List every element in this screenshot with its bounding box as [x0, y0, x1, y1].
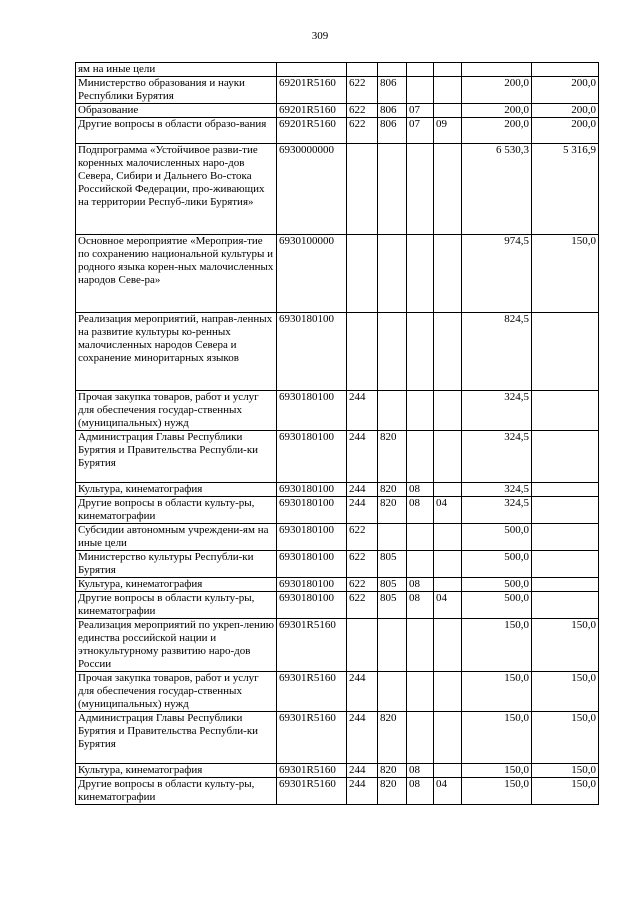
amount-first-year-cell: 974,5	[462, 235, 532, 313]
row-name-cell: Другие вопросы в области культу-ры, кинематографии	[76, 592, 277, 619]
administrator-code-cell	[378, 235, 407, 313]
table-row	[76, 578, 599, 592]
amount-second-year-cell: 200,0	[532, 104, 599, 118]
target-article-cell: 69201R5160	[277, 104, 347, 118]
section-code-cell: 08	[407, 578, 434, 592]
table-row	[76, 391, 599, 431]
section-code-cell: 08	[407, 483, 434, 497]
subsection-code-cell	[434, 483, 462, 497]
target-article-cell: 6930180100	[277, 551, 347, 578]
target-article-cell: 6930180100	[277, 497, 347, 524]
expense-type-cell: 622	[347, 77, 378, 104]
budget-table	[75, 62, 599, 805]
section-code-cell	[407, 619, 434, 672]
section-code-cell	[407, 672, 434, 712]
subsection-code-cell	[434, 391, 462, 431]
amount-first-year-cell: 324,5	[462, 497, 532, 524]
expense-type-cell: 622	[347, 118, 378, 144]
row-name-cell: Другие вопросы в области образо-вания	[76, 118, 277, 144]
administrator-code-cell	[378, 619, 407, 672]
row-name-cell: Субсидии автономным учреждени-ям на иные цели	[76, 524, 277, 551]
amount-second-year-cell: 150,0	[532, 764, 599, 778]
subsection-code-cell: 04	[434, 778, 462, 805]
subsection-code-cell	[434, 619, 462, 672]
target-article-cell: 6930180100	[277, 592, 347, 619]
amount-second-year-cell	[532, 551, 599, 578]
row-name-cell: Министерство культуры Республи-ки Бурятия	[76, 551, 277, 578]
amount-first-year-cell: 500,0	[462, 524, 532, 551]
table-row	[76, 118, 599, 144]
expense-type-cell: 622	[347, 578, 378, 592]
section-code-cell: 07	[407, 118, 434, 144]
expense-type-cell	[347, 313, 378, 391]
target-article-cell: 6930180100	[277, 578, 347, 592]
expense-type-cell: 244	[347, 778, 378, 805]
table-row	[76, 497, 599, 524]
table-row	[76, 592, 599, 619]
amount-second-year-cell	[532, 63, 599, 77]
amount-second-year-cell	[532, 497, 599, 524]
amount-first-year-cell: 150,0	[462, 778, 532, 805]
amount-first-year-cell: 150,0	[462, 672, 532, 712]
subsection-code-cell	[434, 235, 462, 313]
section-code-cell	[407, 144, 434, 235]
administrator-code-cell: 806	[378, 77, 407, 104]
row-name-cell: Основное мероприятие «Мероприя-тие по сохранению национальной культуры и родного языка корен-ных малочисленных народов Севе-ра»	[76, 235, 277, 313]
subsection-code-cell	[434, 578, 462, 592]
row-name-cell: Культура, кинематография	[76, 483, 277, 497]
amount-first-year-cell: 200,0	[462, 118, 532, 144]
expense-type-cell	[347, 63, 378, 77]
amount-second-year-cell: 150,0	[532, 778, 599, 805]
target-article-cell: 69301R5160	[277, 778, 347, 805]
amount-first-year-cell: 824,5	[462, 313, 532, 391]
amount-first-year-cell: 500,0	[462, 578, 532, 592]
table-row	[76, 672, 599, 712]
amount-second-year-cell	[532, 431, 599, 483]
row-name-cell: Другие вопросы в области культу-ры, кинематографии	[76, 778, 277, 805]
table-row	[76, 483, 599, 497]
amount-second-year-cell	[532, 524, 599, 551]
administrator-code-cell: 805	[378, 578, 407, 592]
section-code-cell	[407, 391, 434, 431]
expense-type-cell: 622	[347, 524, 378, 551]
expense-type-cell	[347, 144, 378, 235]
table-row	[76, 235, 599, 313]
section-code-cell: 08	[407, 592, 434, 619]
amount-second-year-cell	[532, 391, 599, 431]
expense-type-cell: 244	[347, 497, 378, 524]
section-code-cell	[407, 712, 434, 764]
section-code-cell	[407, 431, 434, 483]
administrator-code-cell	[378, 391, 407, 431]
table-row	[76, 431, 599, 483]
row-name-cell: Другие вопросы в области культу-ры, кинематографии	[76, 497, 277, 524]
subsection-code-cell	[434, 104, 462, 118]
expense-type-cell: 244	[347, 672, 378, 712]
amount-second-year-cell: 150,0	[532, 672, 599, 712]
amount-first-year-cell: 200,0	[462, 77, 532, 104]
amount-second-year-cell	[532, 483, 599, 497]
amount-second-year-cell: 5 316,9	[532, 144, 599, 235]
target-article-cell: 69301R5160	[277, 712, 347, 764]
subsection-code-cell	[434, 672, 462, 712]
administrator-code-cell	[378, 63, 407, 77]
amount-first-year-cell	[462, 63, 532, 77]
row-name-cell: ям на иные цели	[76, 63, 277, 77]
row-name-cell: Администрация Главы Республики Бурятия и Правительства Республи-ки Бурятия	[76, 712, 277, 764]
subsection-code-cell	[434, 431, 462, 483]
section-code-cell: 08	[407, 778, 434, 805]
expense-type-cell	[347, 619, 378, 672]
expense-type-cell: 244	[347, 431, 378, 483]
administrator-code-cell: 806	[378, 104, 407, 118]
administrator-code-cell: 806	[378, 118, 407, 144]
amount-first-year-cell: 324,5	[462, 431, 532, 483]
subsection-code-cell	[434, 313, 462, 391]
expense-type-cell: 622	[347, 104, 378, 118]
subsection-code-cell	[434, 764, 462, 778]
amount-second-year-cell: 150,0	[532, 619, 599, 672]
table-row	[76, 63, 599, 77]
target-article-cell: 6930180100	[277, 483, 347, 497]
section-code-cell	[407, 63, 434, 77]
administrator-code-cell	[378, 144, 407, 235]
amount-second-year-cell: 150,0	[532, 235, 599, 313]
table-row	[76, 712, 599, 764]
subsection-code-cell	[434, 524, 462, 551]
target-article-cell: 69301R5160	[277, 764, 347, 778]
row-name-cell: Реализация мероприятий, направ-ленных на развитие культуры ко-ренных малочисленных народов Севера и сохранение миноритарных языков	[76, 313, 277, 391]
target-article-cell: 69301R5160	[277, 619, 347, 672]
table-row	[76, 77, 599, 104]
subsection-code-cell	[434, 63, 462, 77]
table-row	[76, 144, 599, 235]
amount-first-year-cell: 150,0	[462, 712, 532, 764]
amount-second-year-cell	[532, 313, 599, 391]
section-code-cell: 08	[407, 764, 434, 778]
administrator-code-cell	[378, 672, 407, 712]
administrator-code-cell: 820	[378, 431, 407, 483]
administrator-code-cell: 820	[378, 778, 407, 805]
expense-type-cell: 622	[347, 592, 378, 619]
row-name-cell: Прочая закупка товаров, работ и услуг для обеспечения государ-ственных (муниципальных) нужд	[76, 391, 277, 431]
target-article-cell: 6930100000	[277, 235, 347, 313]
amount-first-year-cell: 500,0	[462, 551, 532, 578]
row-name-cell: Реализация мероприятий по укреп-лению единства российской нации и этнокультурному развитию наро-дов России	[76, 619, 277, 672]
section-code-cell	[407, 524, 434, 551]
subsection-code-cell	[434, 551, 462, 578]
subsection-code-cell	[434, 77, 462, 104]
target-article-cell	[277, 63, 347, 77]
administrator-code-cell: 820	[378, 497, 407, 524]
row-name-cell: Министерство образования и науки Республики Бурятия	[76, 77, 277, 104]
administrator-code-cell: 805	[378, 592, 407, 619]
expense-type-cell: 244	[347, 483, 378, 497]
administrator-code-cell	[378, 524, 407, 551]
section-code-cell	[407, 551, 434, 578]
expense-type-cell	[347, 235, 378, 313]
row-name-cell: Администрация Главы Республики Бурятия и Правительства Республи-ки Бурятия	[76, 431, 277, 483]
section-code-cell: 08	[407, 497, 434, 524]
amount-second-year-cell: 200,0	[532, 118, 599, 144]
table-row	[76, 778, 599, 805]
table-row	[76, 764, 599, 778]
amount-second-year-cell: 200,0	[532, 77, 599, 104]
row-name-cell: Культура, кинематография	[76, 764, 277, 778]
administrator-code-cell: 820	[378, 764, 407, 778]
administrator-code-cell: 820	[378, 712, 407, 764]
expense-type-cell: 244	[347, 712, 378, 764]
row-name-cell: Образование	[76, 104, 277, 118]
section-code-cell	[407, 313, 434, 391]
table-row	[76, 619, 599, 672]
row-name-cell: Подпрограмма «Устойчивое разви-тие коренных малочисленных наро-дов Севера, Сибири и Дальнего Во-стока Российской Федерации, про-живающих на территории Респуб-лики Бурятия»	[76, 144, 277, 235]
administrator-code-cell	[378, 313, 407, 391]
amount-first-year-cell: 150,0	[462, 619, 532, 672]
amount-first-year-cell: 324,5	[462, 483, 532, 497]
target-article-cell: 69301R5160	[277, 672, 347, 712]
section-code-cell: 07	[407, 104, 434, 118]
subsection-code-cell	[434, 712, 462, 764]
expense-type-cell: 244	[347, 391, 378, 431]
subsection-code-cell	[434, 144, 462, 235]
table-row	[76, 551, 599, 578]
table-row	[76, 524, 599, 551]
amount-first-year-cell: 6 530,3	[462, 144, 532, 235]
target-article-cell: 6930180100	[277, 524, 347, 551]
expense-type-cell: 622	[347, 551, 378, 578]
administrator-code-cell: 820	[378, 483, 407, 497]
amount-first-year-cell: 200,0	[462, 104, 532, 118]
administrator-code-cell: 805	[378, 551, 407, 578]
target-article-cell: 6930180100	[277, 431, 347, 483]
section-code-cell	[407, 235, 434, 313]
target-article-cell: 6930180100	[277, 313, 347, 391]
amount-first-year-cell: 150,0	[462, 764, 532, 778]
subsection-code-cell: 09	[434, 118, 462, 144]
table-row	[76, 104, 599, 118]
target-article-cell: 6930000000	[277, 144, 347, 235]
row-name-cell: Культура, кинематография	[76, 578, 277, 592]
target-article-cell: 69201R5160	[277, 77, 347, 104]
subsection-code-cell: 04	[434, 497, 462, 524]
page-number: 309	[311, 30, 329, 42]
subsection-code-cell: 04	[434, 592, 462, 619]
expense-type-cell: 244	[347, 764, 378, 778]
target-article-cell: 6930180100	[277, 391, 347, 431]
amount-second-year-cell	[532, 592, 599, 619]
table-row	[76, 313, 599, 391]
amount-first-year-cell: 324,5	[462, 391, 532, 431]
row-name-cell: Прочая закупка товаров, работ и услуг для обеспечения государ-ственных (муниципальных) нужд	[76, 672, 277, 712]
amount-second-year-cell	[532, 578, 599, 592]
section-code-cell	[407, 77, 434, 104]
target-article-cell: 69201R5160	[277, 118, 347, 144]
amount-first-year-cell: 500,0	[462, 592, 532, 619]
budget-table-body	[76, 63, 599, 805]
amount-second-year-cell: 150,0	[532, 712, 599, 764]
